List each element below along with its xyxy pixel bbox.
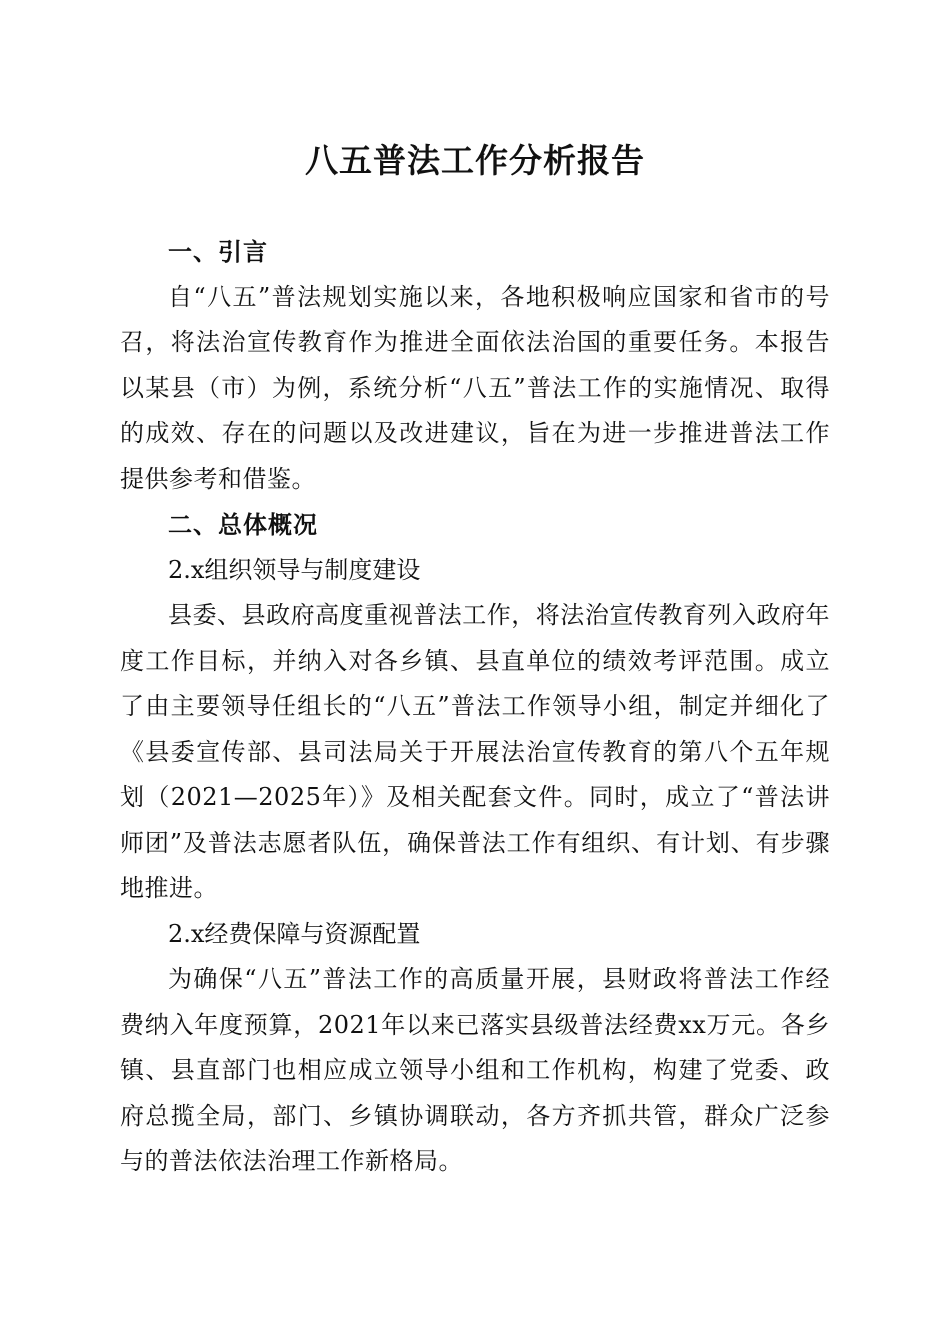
organization-paragraph: 县委、县政府高度重视普法工作，将法治宣传教育列入政府年度工作目标，并纳入对各乡镇、县直单位的绩效考评范围。成立了由主要领导任组长的“八五”普法工作领导小组，制定并细化了《县委宣传部、县司法局关于开展法治宣传教育的第八个五年规划（2021—2025年）》及相关配套文件。同时，成立了“普法讲师团”及普法志愿者队伍，确保普法工作有组织、有计划、有步骤地推进。 [120, 601, 830, 902]
section-heading-overview: 二、总体概况 [168, 510, 318, 539]
introduction-paragraph: 自“八五”普法规划实施以来，各地积极响应国家和省市的号召，将法治宣传教育作为推进全面依法治国的重要任务。本报告以某县（市）为例，系统分析“八五”普法工作的实施情况、取得的成效、存在的问题以及改进建议，旨在为进一步推进普法工作提供参考和借鉴。 [120, 282, 830, 493]
subsection-heading-funding: 2.x经费保障与资源配置 [168, 919, 421, 948]
subsection-heading-organization: 2.x组织领导与制度建设 [168, 555, 421, 584]
document-title: 八五普法工作分析报告 [305, 141, 645, 180]
section-heading-introduction: 一、引言 [168, 237, 268, 266]
document-body [120, 229, 830, 1185]
funding-paragraph: 为确保“八五”普法工作的高质量开展，县财政将普法工作经费纳入年度预算，2021年以来已落实县级普法经费xx万元。各乡镇、县直部门也相应成立领导小组和工作机构，构建了党委、政府总揽全局，部门、乡镇协调联动，各方齐抓共管，群众广泛参与的普法依法治理工作新格局。 [120, 965, 830, 1175]
